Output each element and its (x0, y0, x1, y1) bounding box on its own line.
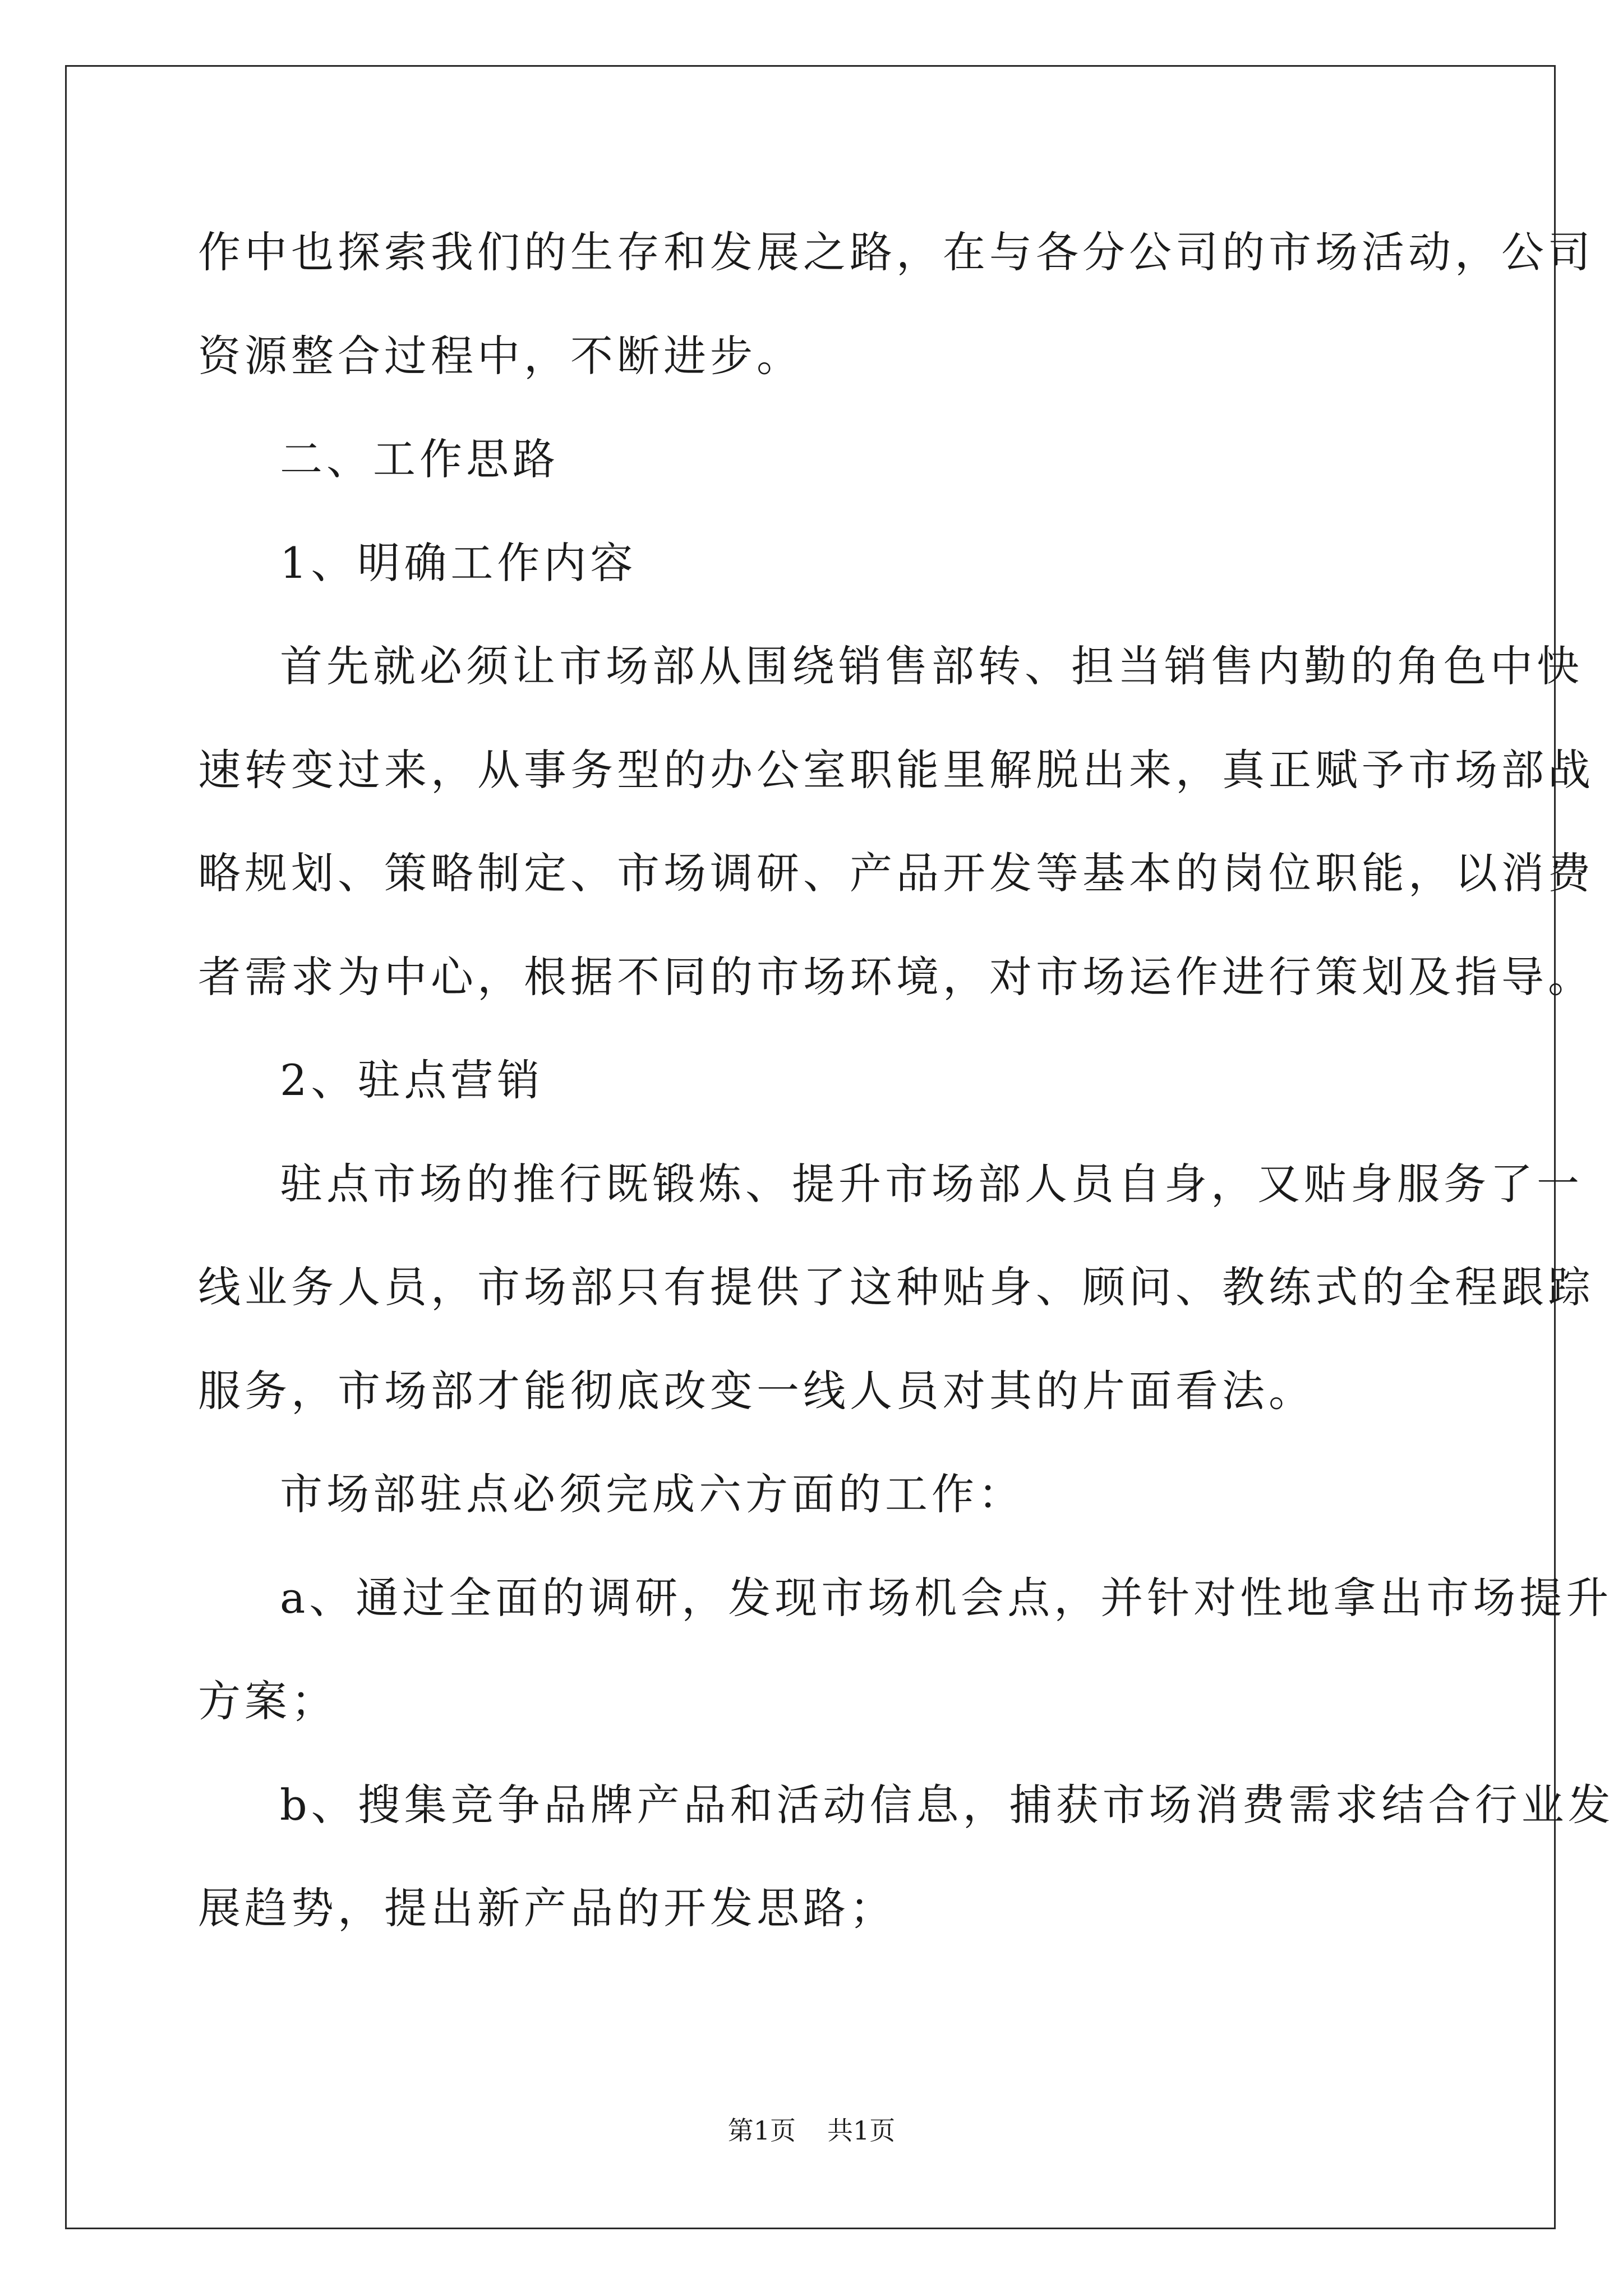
list-item-continuation: 方案； (198, 1676, 338, 1726)
document-body (198, 216, 1615, 1976)
paragraph-line: 服务，市场部才能彻底改变一线人员对其的片面看法。 (198, 1365, 1315, 1416)
page-footer (0, 2114, 1623, 2147)
subsection-heading: 1、明确工作内容 (280, 537, 637, 588)
list-item: a、通过全面的调研，发现市场机会点，并针对性地拿出市场提升 (280, 1572, 1613, 1623)
list-item: b、搜集竞争品牌产品和活动信息，捕获市场消费需求结合行业发 (280, 1779, 1615, 1830)
page-number: 第1页 (727, 2115, 796, 2146)
paragraph-line: 首先就必须让市场部从围绕销售部转、担当销售内勤的角色中快 (280, 641, 1583, 691)
paragraph-line: 线业务人员，市场部只有提供了这种贴身、顾问、教练式的全程跟踪 (198, 1262, 1594, 1312)
paragraph-line: 者需求为中心，根据不同的市场环境，对市场运作进行策划及指导。 (198, 951, 1594, 1002)
paragraph-line: 速转变过来，从事务型的办公室职能里解脱出来，真正赋予市场部战 (198, 744, 1594, 795)
section-heading: 二、工作思路 (280, 434, 559, 484)
page-total: 共1页 (827, 2115, 896, 2146)
paragraph-line: 市场部驻点必须完成六方面的工作： (280, 1469, 1025, 1519)
paragraph-line: 略规划、策略制定、市场调研、产品开发等基本的岗位职能，以消费 (198, 848, 1594, 898)
list-item-continuation: 展趋势，提出新产品的开发思路； (198, 1883, 896, 1933)
subsection-heading: 2、驻点营销 (280, 1055, 544, 1105)
paragraph-line: 资源整合过程中，不断进步。 (198, 330, 803, 381)
paragraph-line: 作中也探索我们的生存和发展之路，在与各分公司的市场活动，公司 (198, 227, 1594, 277)
paragraph-line: 驻点市场的推行既锻炼、提升市场部人员自身，又贴身服务了一 (280, 1158, 1583, 1209)
